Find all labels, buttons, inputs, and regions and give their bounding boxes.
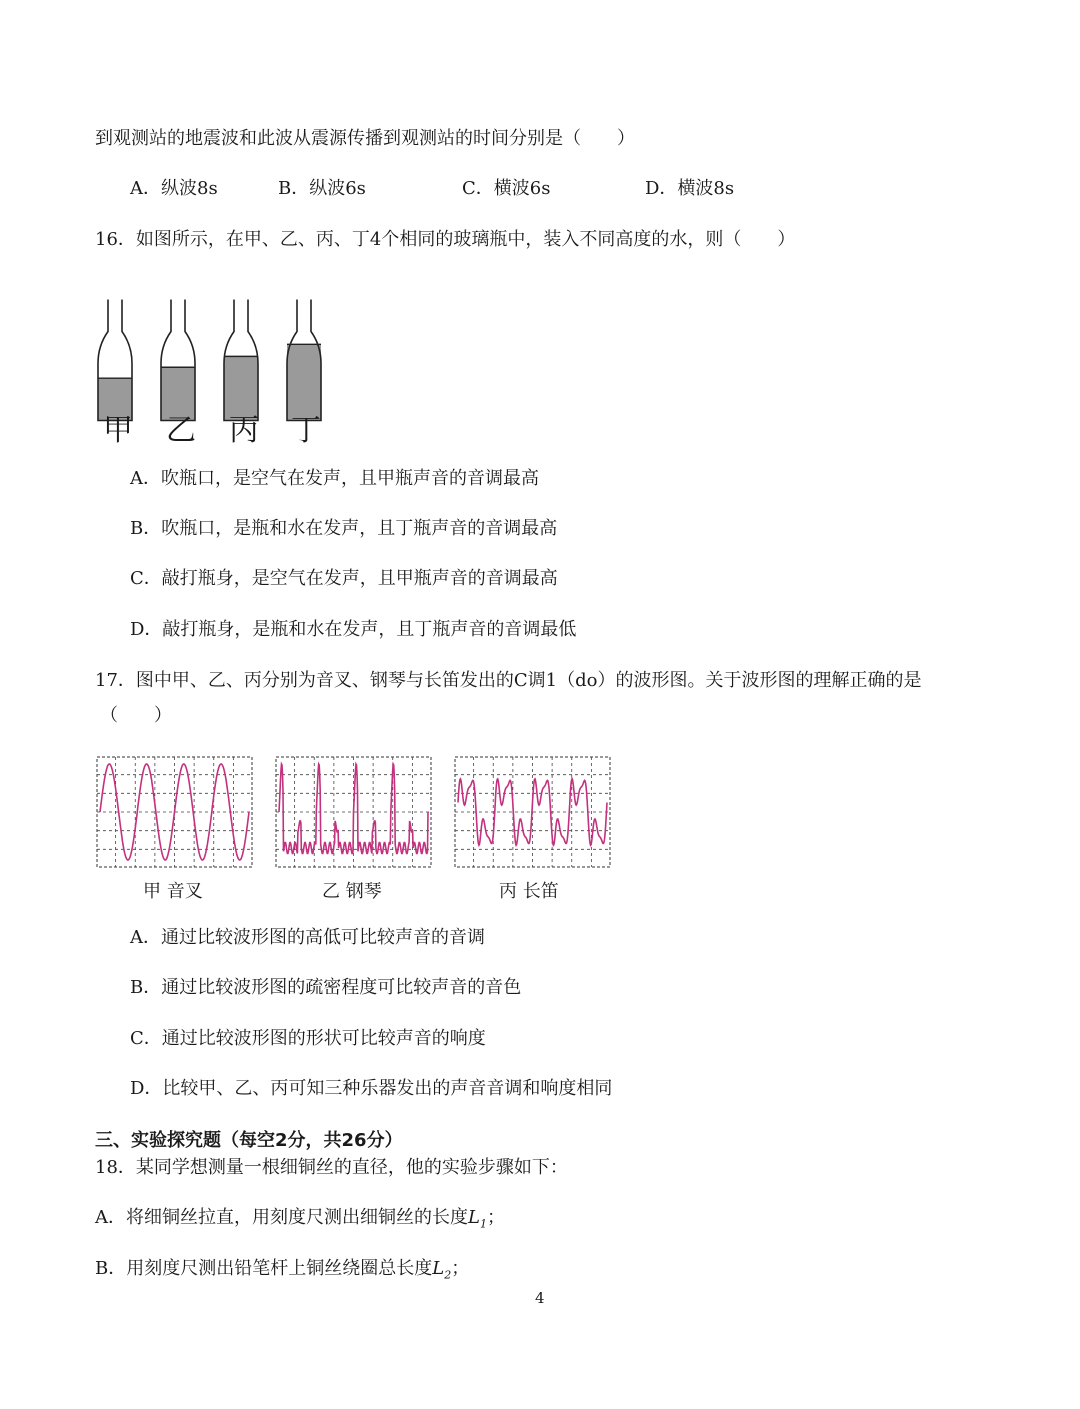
q18-stem: 18．某同学想测量一根细铜丝的直径，他的实验步骤如下： — [95, 1157, 568, 1178]
q15-option-c: C．横波6s — [462, 178, 551, 199]
q18-step-b-subscript: 2 — [444, 1268, 452, 1282]
q18-step-b-variable: L — [432, 1258, 445, 1279]
q17-option-d: D．比较甲、乙、丙可知三种乐器发出的声音音调和响度相同 — [130, 1078, 613, 1099]
q17-option-c: C．通过比较波形图的形状可比较声音的响度 — [130, 1028, 486, 1049]
question-stem-continuation: 到观测站的地震波和此波从震源传播到观测站的时间分别是（ ） — [95, 128, 635, 149]
bottle-label-ding: 丁 — [291, 413, 321, 448]
wave-caption-jia: 甲 音叉 — [143, 881, 203, 902]
wave-caption-yi: 乙 钢琴 — [322, 881, 382, 902]
page-number: 4 — [535, 1289, 545, 1307]
waveform-piano — [275, 756, 432, 868]
q15-option-d: D．横波8s — [645, 178, 735, 199]
section-title: 三、实验探究题（每空2分，共26分） — [95, 1130, 403, 1151]
bottle-label-jia: 甲 — [103, 413, 133, 448]
q16-option-b: B．吹瓶口，是瓶和水在发声，且丁瓶声音的音调最高 — [130, 518, 558, 539]
q17-option-b: B．通过比较波形图的疏密程度可比较声音的音色 — [130, 977, 522, 998]
q17-stem-line1: 17．图中甲、乙、丙分别为音叉、钢琴与长笛发出的C调1（do）的波形图。关于波形图的理解正确的是 — [95, 670, 922, 691]
q17-stem-line2: （ ） — [100, 705, 172, 726]
q18-step-a-variable: L — [468, 1207, 480, 1228]
wave-caption-bing: 丙 长笛 — [499, 881, 559, 902]
q18-step-a-text: A．将细铜丝拉直，用刻度尺测出细铜丝的长度 — [95, 1207, 468, 1228]
q18-step-b-text: B．用刻度尺测出铅笔杆上铜丝绕圈总长度 — [95, 1258, 433, 1279]
bottle-label-bing: 丙 — [229, 413, 259, 448]
q18-step-b-end: ； — [451, 1258, 470, 1279]
q16-option-d: D．敲打瓶身，是瓶和水在发声，且丁瓶声音的音调最低 — [130, 619, 577, 640]
q16-stem: 16．如图所示，在甲、乙、丙、丁4个相同的玻璃瓶中，装入不同高度的水，则（ ） — [95, 229, 796, 250]
bottle-label-yi: 乙 — [166, 413, 196, 448]
q18-step-a-end: ； — [486, 1207, 505, 1228]
q15-option-a: A．纵波8s — [130, 178, 218, 199]
q15-option-b: B．纵波6s — [278, 178, 366, 199]
q17-option-a: A．通过比较波形图的高低可比较声音的音调 — [130, 927, 485, 948]
waveform-tuning-fork — [96, 756, 253, 868]
q16-option-c: C．敲打瓶身，是空气在发声，且甲瓶声音的音调最高 — [130, 568, 558, 589]
q18-step-b — [95, 1258, 469, 1287]
q16-option-a: A．吹瓶口，是空气在发声，且甲瓶声音的音调最高 — [130, 468, 539, 489]
waveform-flute — [454, 756, 611, 868]
q18-step-a-subscript: 1 — [479, 1217, 487, 1231]
q18-step-a — [95, 1207, 505, 1236]
